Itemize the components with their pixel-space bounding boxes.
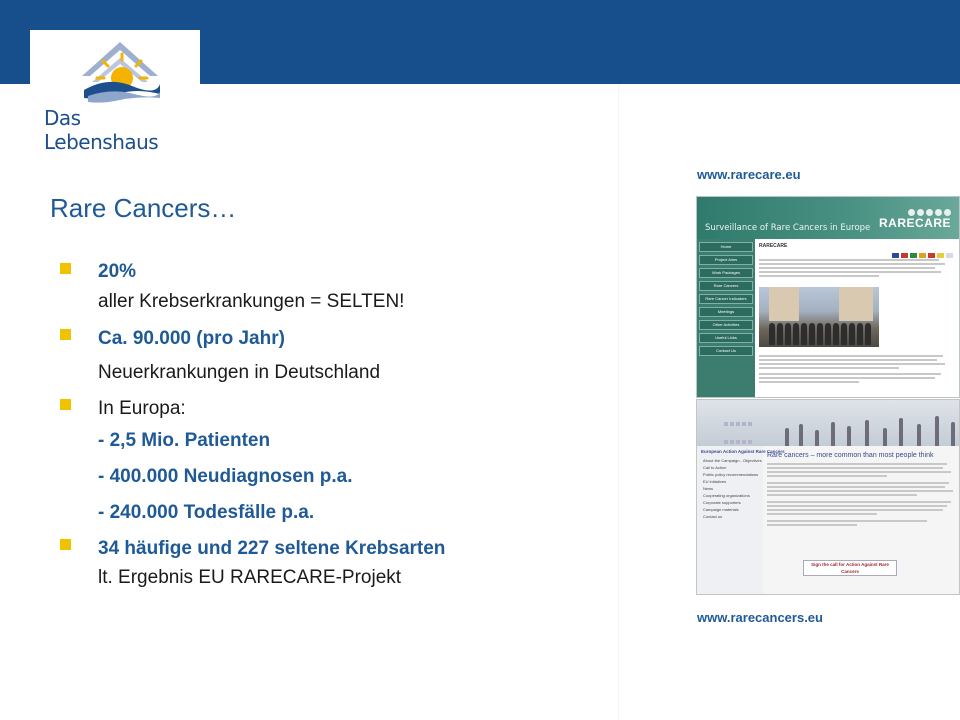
rarecancers-nav-item: Contact us bbox=[703, 514, 723, 519]
bullet-line: In Europa: bbox=[98, 398, 186, 419]
rarecancers-content bbox=[767, 452, 955, 592]
rarecancers-nav-item: Cooperating organizations bbox=[703, 493, 750, 498]
bullet-marker bbox=[60, 399, 71, 410]
rarecare-page-label: RARECARE bbox=[759, 243, 788, 249]
rarecare-nav-item: Useful Links bbox=[699, 333, 753, 343]
sun-house-icon bbox=[78, 38, 162, 104]
rarecare-content bbox=[759, 243, 955, 393]
bullet-marker bbox=[60, 263, 71, 274]
rarecancers-nav-item: EU initiatives bbox=[703, 479, 727, 484]
crowd-image bbox=[775, 406, 959, 446]
bullet-line: Neuerkrankungen in Deutschland bbox=[98, 362, 381, 383]
rarecare-logo-text: RARECARE bbox=[878, 216, 951, 230]
logo-text: Das Lebenshaus bbox=[44, 106, 159, 154]
rarecancers-nav-item: Corporate supporters bbox=[703, 500, 741, 505]
column-divider bbox=[618, 84, 619, 720]
rarecancers-heading: Rare cancers – more common than most people think bbox=[767, 452, 934, 459]
rarecancers-nav-item: Public policy recommendations bbox=[703, 472, 759, 477]
rarecancers-nav-item: News bbox=[703, 486, 714, 491]
rarecancers-nav-item: Call to Action bbox=[703, 465, 727, 470]
rarecare-nav-item: Project Aims bbox=[699, 255, 753, 265]
sub-line: - 2,5 Mio. Patienten bbox=[98, 430, 271, 451]
rarecare-nav-item: Rare Cancers bbox=[699, 281, 753, 291]
rarecancers-url[interactable]: www.rarecancers.eu bbox=[697, 610, 823, 625]
rarecancers-side-title: European Action Against Rare Cancers bbox=[701, 449, 785, 454]
text-block bbox=[759, 355, 949, 385]
rarecancers-header bbox=[697, 400, 959, 446]
rarecare-nav-item: Other Activities bbox=[699, 320, 753, 330]
slide-title: Rare Cancers… bbox=[50, 193, 237, 223]
rarecancers-sidebar bbox=[697, 446, 785, 594]
rarecare-nav-item: Rare Cancer Indicators bbox=[699, 294, 753, 304]
bullet-marker bbox=[60, 329, 71, 340]
das-lebenshaus-logo bbox=[30, 30, 200, 154]
bullet-line: Ca. 90.000 (pro Jahr) bbox=[98, 328, 285, 349]
rarecare-url[interactable]: www.rarecare.eu bbox=[697, 167, 801, 182]
rarecare-header bbox=[697, 197, 959, 239]
rarecare-nav-item: Contact Us bbox=[699, 346, 753, 356]
bullet-line: lt. Ergebnis EU RARECARE-Projekt bbox=[98, 567, 402, 588]
rarecare-header-title: Surveillance of Rare Cancers in Europe bbox=[705, 223, 871, 233]
rarecancers-nav-item: About the Campaign - Objectives bbox=[703, 458, 762, 463]
rarecare-nav-item: Home bbox=[699, 242, 753, 252]
text-block bbox=[759, 259, 949, 279]
rarecancers-screenshot bbox=[696, 399, 960, 595]
rarecare-sidebar bbox=[697, 239, 755, 397]
group-photo bbox=[759, 287, 879, 347]
rarecare-logo bbox=[879, 203, 953, 233]
bullet-line: 34 häufige und 227 seltene Krebsarten bbox=[98, 538, 446, 559]
rarecare-nav-item: Work Packages bbox=[699, 268, 753, 278]
rarecancers-nav-item: Campaign materials bbox=[703, 507, 739, 512]
sign-call-button: Sign the call for Action Against Rare Cancers bbox=[803, 560, 897, 576]
rarecare-screenshot bbox=[696, 196, 960, 398]
text-block bbox=[767, 463, 955, 526]
bullet-line: aller Krebserkrankungen = SELTEN! bbox=[98, 291, 405, 312]
sub-line: - 240.000 Todesfälle p.a. bbox=[98, 502, 315, 523]
sub-line: - 400.000 Neudiagnosen p.a. bbox=[98, 466, 353, 487]
bullet-line: 20% bbox=[98, 261, 137, 282]
rarecare-nav-item: Meetings bbox=[699, 307, 753, 317]
bullet-marker bbox=[60, 539, 71, 550]
